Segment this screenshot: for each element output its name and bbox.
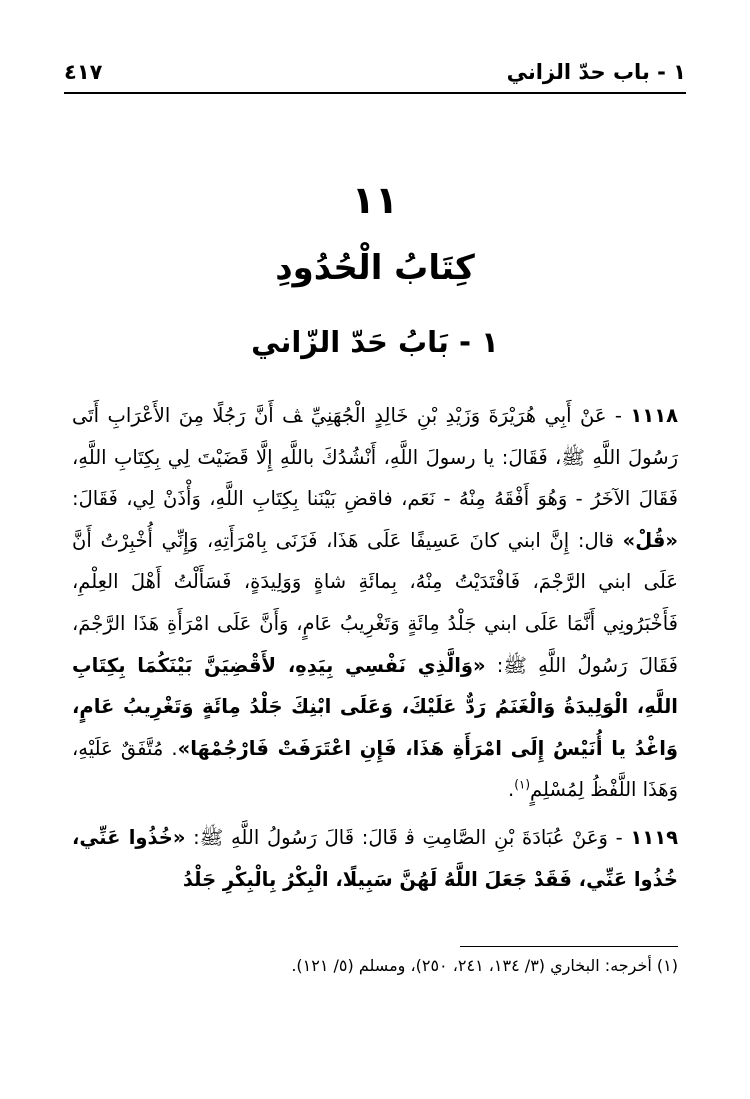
hadith-1118: [72, 395, 678, 811]
footnote-divider: [460, 946, 678, 947]
footnote-reference: (١): [514, 777, 531, 792]
running-header-chapter: ١ - باب حدّ الزاني: [506, 60, 686, 84]
hadith-text: قال: إِنَّ ابني كانَ عَسِيفًا عَلَى هَذَا، فَزَنَى بِامْرَأَتِهِ، وَإِنِّي أُخْبِرْتُ أَنَّ عَلَى ابني الرَّجْمَ، فَافْتَدَيْتُ مِنْهُ، بِمائَةِ شاةٍ وَوَلِيدَةٍ، فَسَأَلْتُ أَهْلَ العِلْمِ، فَأَخْبَرُونِي أَنَّمَا عَلَى ابني جَلْدُ مِائَةٍ وَتَغْرِيبُ عَامٍ، وَأَنَّ عَلَى امْرَأَةِ هَذَا الرَّجْمَ، فَقَالَ رَسُولُ اللَّهِ ﷺ:: [72, 528, 678, 677]
prophet-quote: «خُذُوا عَنِّي، خُذُوا عَنِّي، فَقَدْ جَعَلَ اللَّهُ لَهُنَّ سَبِيلًا، الْبِكْرُ بِالْبِكْرِ جَلْدُ: [72, 825, 678, 891]
hadith-text: - عَنْ أَبِي هُرَيْرَةَ وَزَيْدِ بْنِ خَالِدٍ الْجُهَنِيِّ ﭫ أَنَّ رَجُلًا مِنَ الأَعْرَابِ أَتَى رَسُولَ اللَّهِ ﷺ، فَقَالَ: يا رسولَ اللَّهِ، أَنْشُدُكَ باللَّهِ إِلَّا قَضَيْتَ لِي بِكِتَابِ اللَّهِ، فَقَالَ الآخَرُ - وَهُوَ أَفْقَهُ مِنْهُ - نَعَم، فاقضِ بَيْنَنا بِكِتَابِ اللَّهِ، وَأْذَنْ لِي، فَقَالَ:: [72, 404, 678, 511]
hadith-number: ١١١٨: [630, 404, 678, 427]
hadith-text: .: [507, 778, 515, 802]
chapter-heading: ١ - بَابُ حَدّ الزّاني: [251, 325, 499, 359]
hadith-text: . مُتَّفَقٌ عَلَيْهِ، وَهَذَا اللَّفْظُ لِمُسْلِمٍ: [72, 736, 678, 802]
prophet-quote: «قُلْ»: [622, 528, 678, 552]
book-title: كِتَابُ الْحُدُودِ: [275, 248, 475, 288]
hadith-number: ١١١٩: [630, 825, 678, 849]
hadith-1119: [72, 817, 678, 900]
footnote: (١) أخرجه: البخاري (٣/ ١٣٤، ٢٤١، ٢٥٠)، ومسلم (٥/ ١٢١).: [291, 956, 678, 975]
page-number: ٤١٧: [64, 60, 103, 84]
running-header: [64, 58, 686, 94]
hadith-text-body: [72, 395, 678, 906]
prophet-quote: «وَالَّذِي نَفْسِي بِيَدِهِ، لأَقْضِيَنَّ بَيْنَكُمَا بِكِتَابِ اللَّهِ، الْوَلِيدَةُ وَالْغَنَمُ رَدٌّ عَلَيْكَ، وَعَلَى ابْنِكَ جَلْدُ مِائَةٍ وَتَغْرِيبُ عَامٍ، وَاغْدُ يا أُنَيْسُ إِلَى امْرَأَةِ هَذَا، فَإِنِ اعْتَرَفَتْ فَارْجُمْهَا»: [72, 653, 679, 760]
book-number: ١١: [351, 178, 399, 222]
hadith-text: - وَعَنْ عُبَادَةَ بْنِ الصَّامِتِ ﭬ قَالَ: قَالَ رَسُولُ اللَّهِ ﷺ:: [185, 825, 631, 849]
